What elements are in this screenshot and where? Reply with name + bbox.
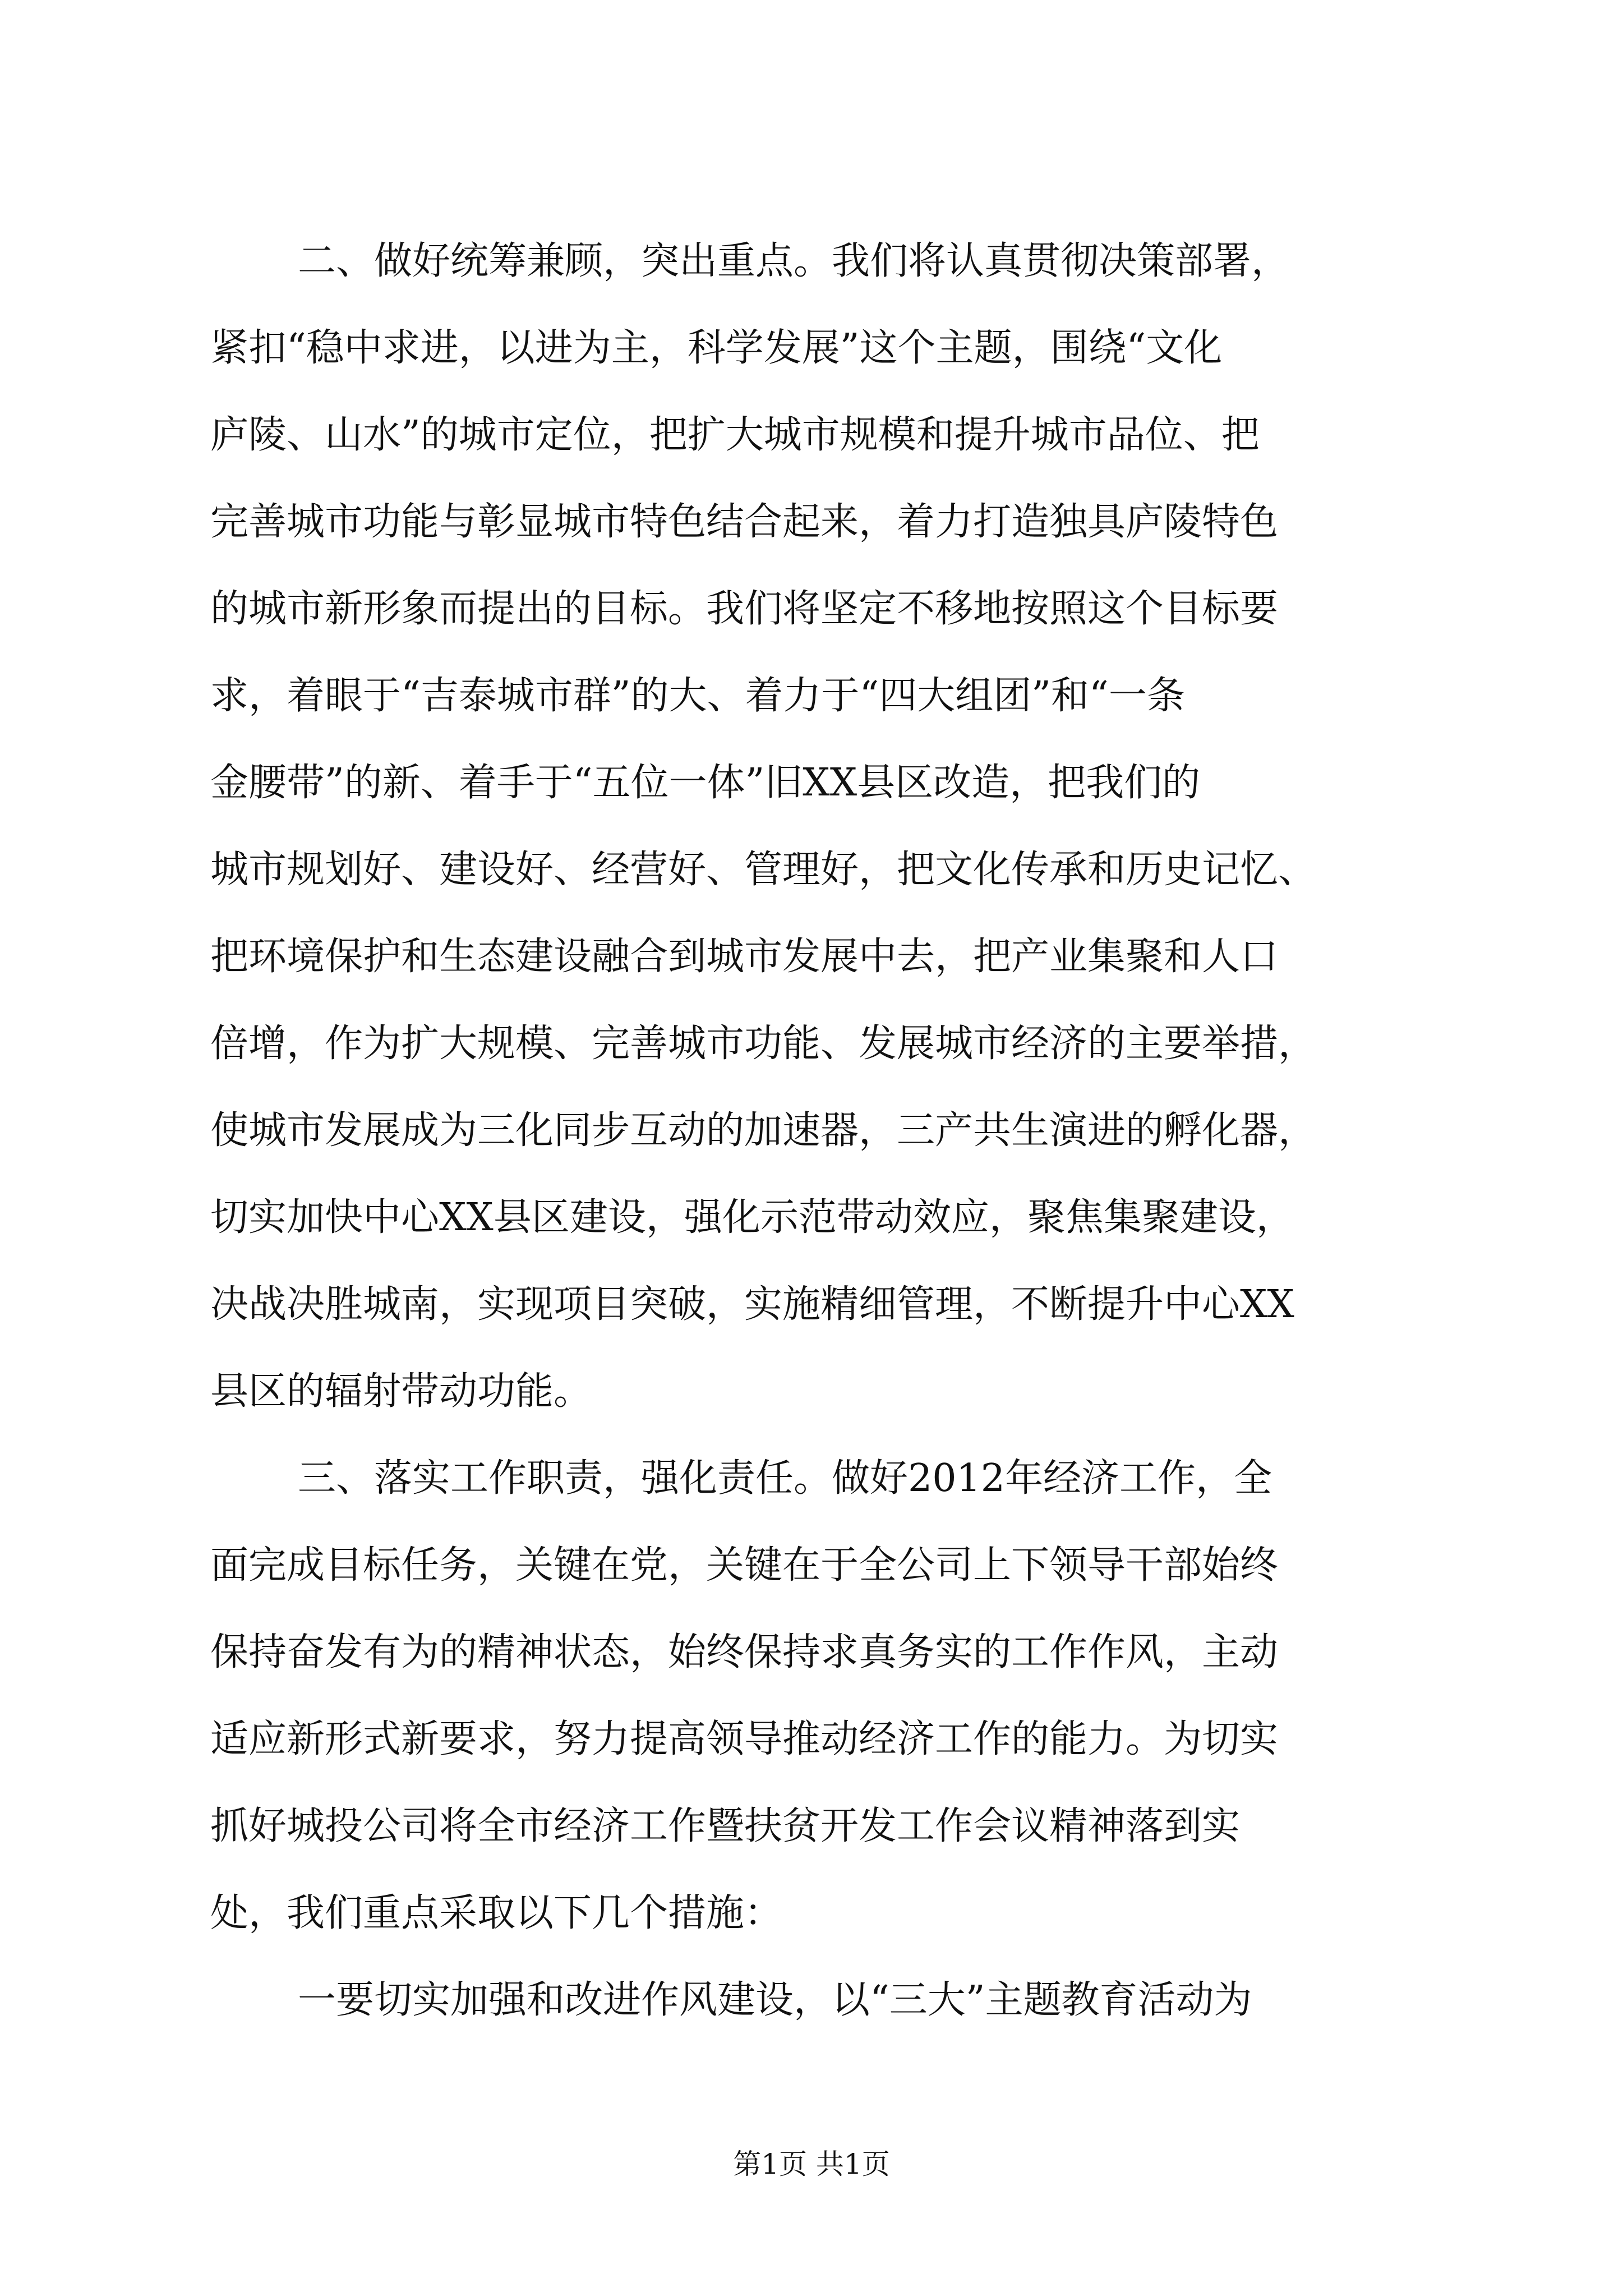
paragraph-2-line-9: 把环境保护和生态建设融合到城市发展中去，把产业集聚和人口 — [210, 935, 1279, 979]
page-number-footer: 第1页 共1页 — [733, 2148, 890, 2180]
paragraph-3-line-2: 面完成目标任务，关键在党，关键在于全公司上下领导干部始终 — [210, 1543, 1279, 1588]
paragraph-2-line-2: 紧扣“稳中求进，以进为主，科学发展”这个主题，围绕“文化 — [210, 326, 1223, 370]
paragraph-2-line-6: 求，着眼于“吉泰城市群”的大、着力于“四大组团”和“一条 — [210, 674, 1185, 718]
paragraph-3-line-5: 抓好城投公司将全市经济工作暨扶贫开发工作会议精神落到实 — [210, 1804, 1241, 1848]
paragraph-2-line-4: 完善城市功能与彰显城市特色结合起来，着力打造独具庐陵特色 — [210, 500, 1279, 544]
paragraph-3-line-4: 适应新形式新要求，努力提高领导推动经济工作的能力。为切实 — [210, 1717, 1279, 1761]
paragraph-2-line-7: 金腰带”的新、着手于“五位一体”旧XX县区改造，把我们的 — [210, 761, 1201, 805]
paragraph-2-line-13: 决战决胜城南，实现项目突破，实施精细管理，不断提升中心XX — [210, 1282, 1294, 1327]
paragraph-2-line-12: 切实加快中心XX县区建设，强化示范带动效应，聚焦集聚建设， — [210, 1195, 1294, 1240]
paragraph-3-line-6: 处，我们重点采取以下几个措施： — [210, 1891, 783, 1935]
paragraph-4-line-1: 一要切实加强和改进作风建设，以“三大”主题教育活动为 — [298, 1978, 1252, 2022]
paragraph-2-line-14: 县区的辐射带动功能。 — [210, 1369, 592, 1414]
paragraph-2-line-11: 使城市发展成为三化同步互动的加速器，三产共生演进的孵化器， — [210, 1108, 1317, 1153]
paragraph-3-line-3: 保持奋发有为的精神状态，始终保持求真务实的工作作风，主动 — [210, 1630, 1279, 1674]
paragraph-2-line-8: 城市规划好、建设好、经营好、管理好，把文化传承和历史记忆、 — [210, 848, 1317, 892]
paragraph-2-line-10: 倍增，作为扩大规模、完善城市功能、发展城市经济的主要举措， — [210, 1022, 1317, 1066]
paragraph-3-line-1: 三、落实工作职责，强化责任。做好2012年经济工作，全 — [298, 1456, 1272, 1501]
paragraph-2-line-5: 的城市新形象而提出的目标。我们将坚定不移地按照这个目标要 — [210, 587, 1279, 631]
paragraph-2-line-3: 庐陵、山水”的城市定位，把扩大城市规模和提升城市品位、把 — [210, 413, 1260, 457]
paragraph-2-line-1: 二、做好统筹兼顾，突出重点。我们将认真贯彻决策部署， — [298, 239, 1290, 283]
